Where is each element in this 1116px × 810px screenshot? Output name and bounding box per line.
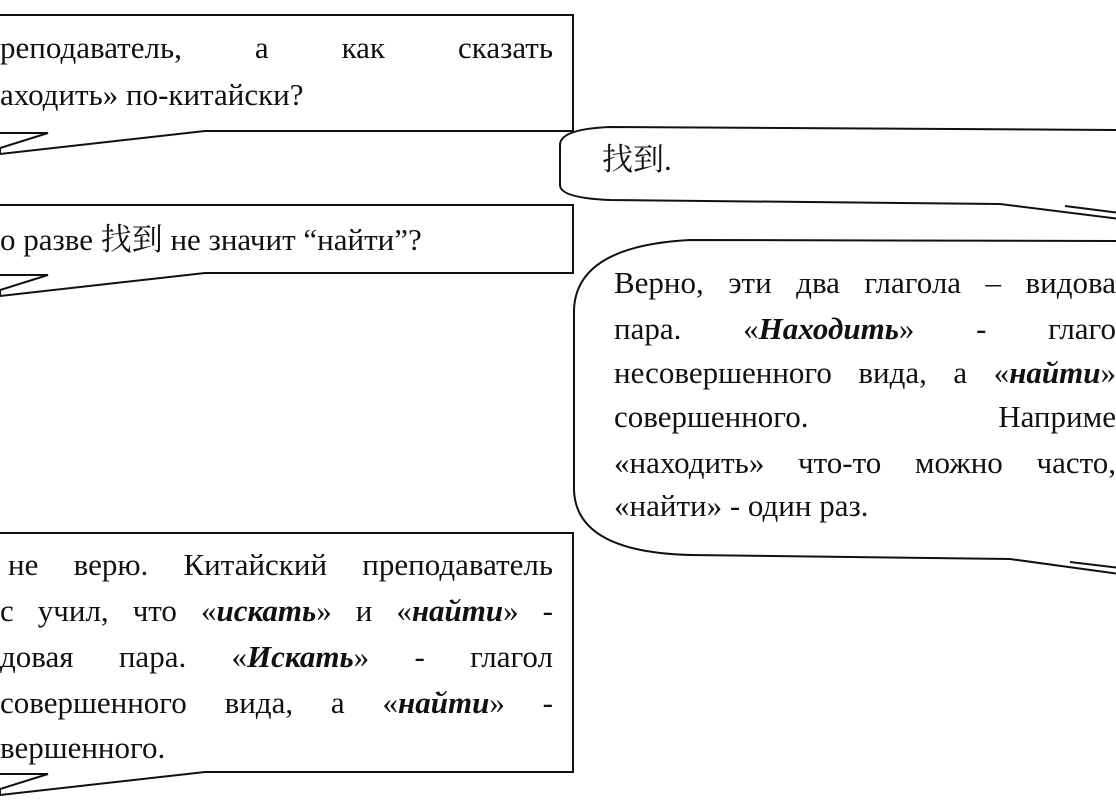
emphasized-word: найти [398, 685, 490, 720]
text-segment: не верю. Китайский преподаватель [8, 547, 553, 582]
text-segment: пара. « [614, 311, 759, 346]
box3-line [8, 547, 553, 583]
text-segment: «находить» что-то можно часто, [614, 445, 1116, 480]
text-segment: » и « [316, 593, 412, 628]
reply1-line [602, 142, 672, 178]
text-segment: аходить» по-китайски? [0, 77, 304, 112]
text-segment: » - глагол [353, 639, 553, 674]
emphasized-word: найти [1009, 355, 1101, 390]
text-segment: » - [503, 593, 553, 628]
emphasized-word: Искать [247, 639, 354, 674]
reply2-line [614, 445, 1116, 481]
text-segment: о разве 找到 не значит “найти”? [0, 222, 422, 257]
reply2-line [614, 265, 1116, 301]
box3-line [0, 730, 165, 766]
emphasized-word: Находить [758, 311, 899, 346]
text-segment: несовершенного вида, а « [614, 355, 1010, 390]
box1-line [0, 77, 304, 113]
text-segment: совершенного вида, а « [0, 685, 399, 720]
box1-line [0, 30, 553, 66]
emphasized-word: искать [216, 593, 317, 628]
reply2-line [614, 399, 1116, 435]
text-segment: » - [489, 685, 553, 720]
box3-line [0, 685, 553, 721]
emphasized-word: найти [411, 593, 504, 628]
text-segment: «найти» - один раз. [614, 488, 869, 523]
text-segment: вершенного. [0, 730, 166, 765]
text-segment: » - глаго [898, 311, 1116, 346]
reply2-line [614, 488, 868, 524]
text-segment: » [1100, 355, 1116, 390]
text-segment: с учил, что « [0, 593, 217, 628]
text-segment: совершенного. Наприме [614, 399, 1116, 434]
text-segment: Верно, эти два глагола – видова [614, 265, 1116, 300]
box2-line [0, 222, 422, 258]
text-segment: довая пара. « [0, 639, 248, 674]
box3-line [0, 639, 553, 675]
text-segment: реподаватель, а как сказать [0, 30, 553, 65]
text-segment: 找到. [602, 142, 672, 177]
reply2-line [614, 311, 1116, 347]
box3-line [0, 593, 553, 629]
reply2-line [614, 355, 1116, 391]
